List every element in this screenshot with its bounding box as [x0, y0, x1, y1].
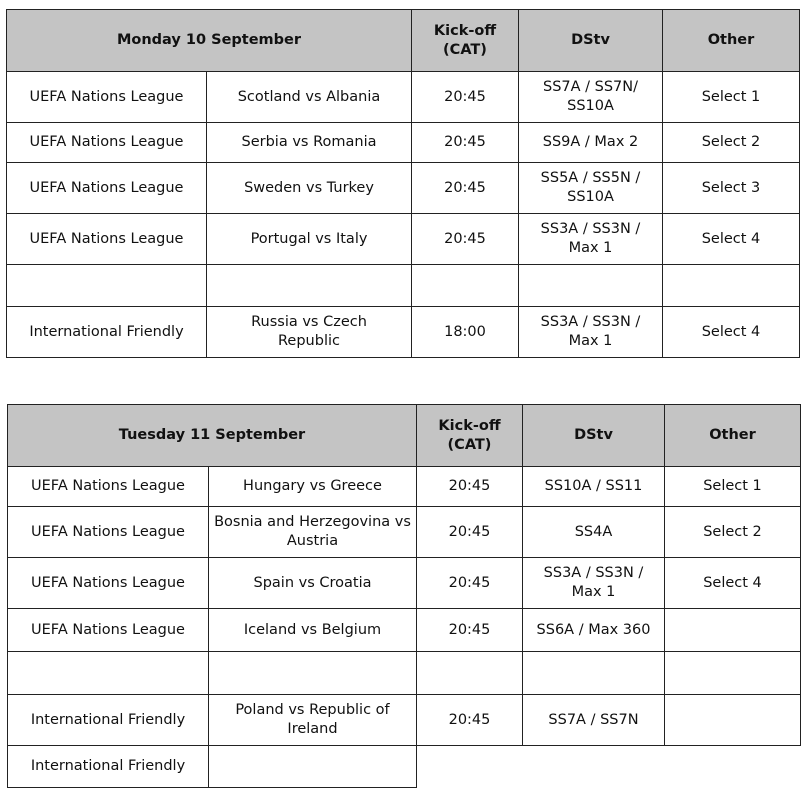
competition-cell: International Friendly	[8, 746, 209, 788]
match-cell: Serbia vs Romania	[207, 123, 412, 163]
kickoff-cell: 20:45	[412, 123, 519, 163]
dstv-header: DStv	[519, 10, 663, 72]
other-cell: Select 4	[663, 214, 800, 265]
table-row	[8, 507, 801, 558]
competition-cell	[8, 652, 209, 695]
other-cell	[665, 609, 801, 652]
kickoff-header: Kick-off (CAT)	[412, 10, 519, 72]
competition-cell: UEFA Nations League	[8, 507, 209, 558]
table-row	[7, 307, 800, 358]
other-header: Other	[665, 405, 801, 467]
match-cell	[209, 652, 417, 695]
competition-cell: UEFA Nations League	[7, 123, 207, 163]
dstv-cell: SS6A / Max 360	[523, 609, 665, 652]
kickoff-cell	[412, 265, 519, 307]
dstv-cell	[519, 265, 663, 307]
dstv-cell: SS9A / Max 2	[519, 123, 663, 163]
competition-cell: UEFA Nations League	[8, 609, 209, 652]
competition-cell: International Friendly	[8, 695, 209, 746]
kickoff-cell: 20:45	[417, 467, 523, 507]
other-cell: Select 4	[663, 307, 800, 358]
monday-schedule-table	[6, 9, 800, 358]
match-cell: Bosnia and Herzegovina vs Austria	[209, 507, 417, 558]
dstv-cell: SS10A / SS11	[523, 467, 665, 507]
dstv-cell: SS7A / SS7N/ SS10A	[519, 72, 663, 123]
kickoff-cell: 20:45	[417, 507, 523, 558]
kickoff-cell: 20:45	[412, 72, 519, 123]
table-row	[7, 72, 800, 123]
table-row	[8, 746, 801, 788]
dstv-cell: SS3A / SS3N / Max 1	[523, 558, 665, 609]
match-cell	[207, 265, 412, 307]
table-header-row	[8, 405, 801, 467]
kickoff-cell: 20:45	[417, 558, 523, 609]
kickoff-cell: 20:45	[417, 609, 523, 652]
kickoff-cell: 20:45	[412, 214, 519, 265]
match-cell: Sweden vs Turkey	[207, 163, 412, 214]
other-cell: Select 1	[663, 72, 800, 123]
table-row-empty	[7, 265, 800, 307]
dstv-cell: SS7A / SS7N	[523, 695, 665, 746]
table-row	[7, 163, 800, 214]
dstv-cell: SS5A / SS5N / SS10A	[519, 163, 663, 214]
kickoff-cell	[417, 746, 523, 788]
other-cell: Select 2	[663, 123, 800, 163]
table-row-empty	[8, 652, 801, 695]
table-row	[7, 123, 800, 163]
competition-cell: International Friendly	[7, 307, 207, 358]
other-cell: Select 2	[665, 507, 801, 558]
dstv-cell: SS4A	[523, 507, 665, 558]
competition-cell: UEFA Nations League	[8, 558, 209, 609]
kickoff-header: Kick-off (CAT)	[417, 405, 523, 467]
dstv-cell	[523, 746, 665, 788]
match-cell: Russia vs Czech Republic	[207, 307, 412, 358]
date-header: Monday 10 September	[7, 10, 412, 72]
competition-cell: UEFA Nations League	[7, 72, 207, 123]
competition-cell: UEFA Nations League	[7, 214, 207, 265]
dstv-cell: SS3A / SS3N / Max 1	[519, 307, 663, 358]
other-cell	[665, 746, 801, 788]
kickoff-cell: 20:45	[412, 163, 519, 214]
other-cell	[665, 695, 801, 746]
table-row	[8, 609, 801, 652]
table-row	[8, 467, 801, 507]
dstv-cell	[523, 652, 665, 695]
other-cell: Select 1	[665, 467, 801, 507]
other-cell: Select 3	[663, 163, 800, 214]
match-cell: Poland vs Republic of Ireland	[209, 695, 417, 746]
dstv-cell: SS3A / SS3N / Max 1	[519, 214, 663, 265]
table-row	[8, 558, 801, 609]
other-cell	[665, 652, 801, 695]
tuesday-schedule-table	[7, 404, 801, 788]
date-header: Tuesday 11 September	[8, 405, 417, 467]
competition-cell	[7, 265, 207, 307]
match-cell: Scotland vs Albania	[207, 72, 412, 123]
match-cell: Portugal vs Italy	[207, 214, 412, 265]
kickoff-cell	[417, 652, 523, 695]
match-cell	[209, 746, 417, 788]
other-header: Other	[663, 10, 800, 72]
kickoff-cell: 20:45	[417, 695, 523, 746]
match-cell: Iceland vs Belgium	[209, 609, 417, 652]
table-row	[7, 214, 800, 265]
match-cell: Spain vs Croatia	[209, 558, 417, 609]
competition-cell: UEFA Nations League	[7, 163, 207, 214]
table-header-row	[7, 10, 800, 72]
match-cell: Hungary vs Greece	[209, 467, 417, 507]
competition-cell: UEFA Nations League	[8, 467, 209, 507]
dstv-header: DStv	[523, 405, 665, 467]
kickoff-cell: 18:00	[412, 307, 519, 358]
other-cell	[663, 265, 800, 307]
other-cell: Select 4	[665, 558, 801, 609]
table-row	[8, 695, 801, 746]
